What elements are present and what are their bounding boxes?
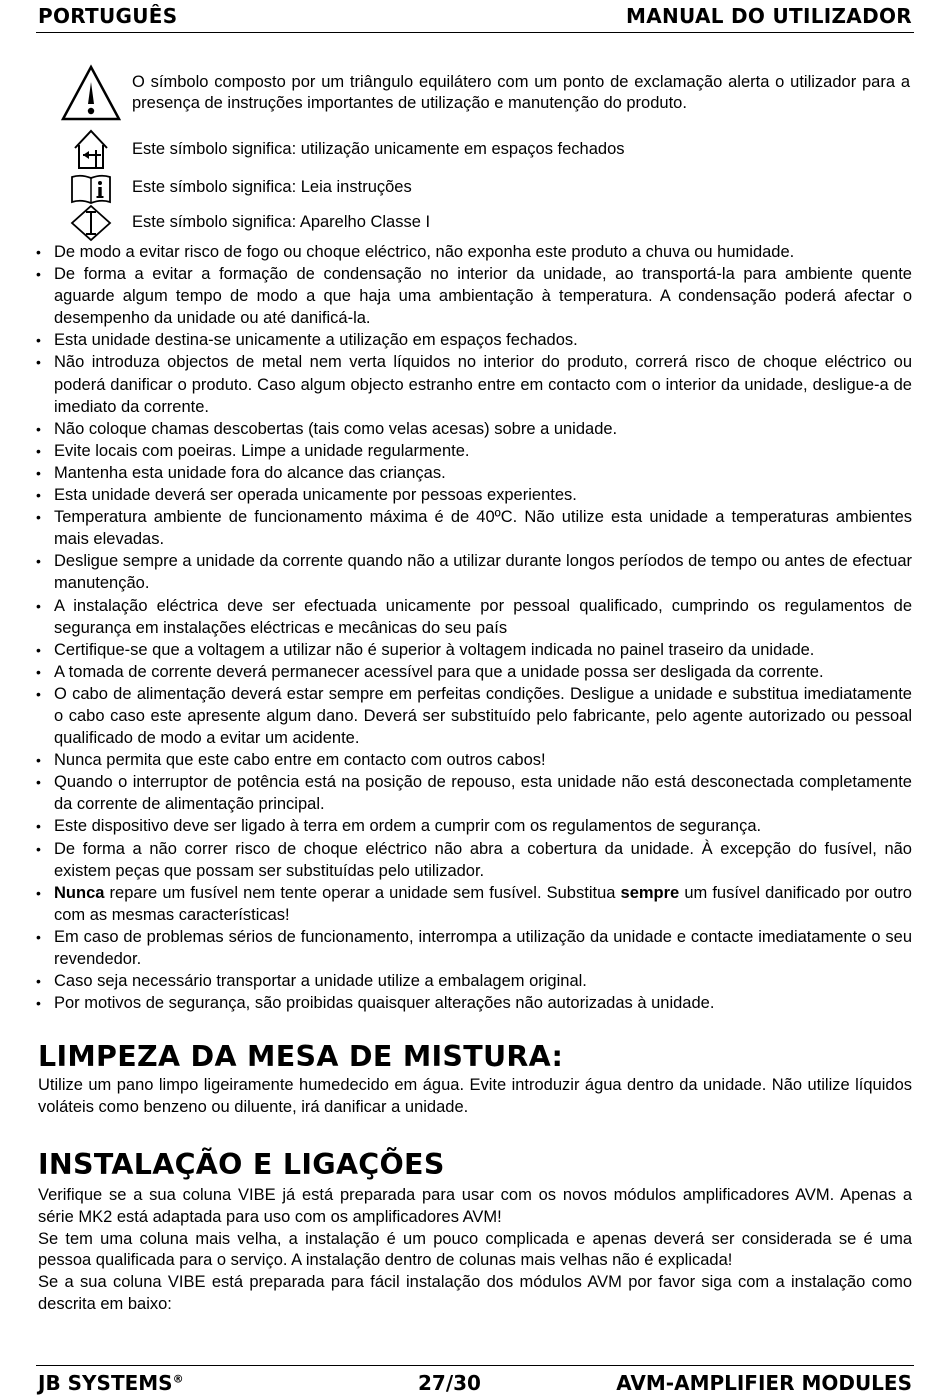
list-item: • A instalação eléctrica deve ser efectuada unicamente por pessoal qualificado, cumprindo os regulamentos de segurança em instalações eléctricas e mecânicas do seu país: [36, 595, 912, 639]
list-item: • Não introduza objectos de metal nem verta líquidos no interior do produto, correrá risco de choque eléctrico ou poderá danificar o produto. Caso algum objecto estranho entre em contacto com o interior da unidade, desligue-a de imediato da corrente.: [36, 351, 912, 417]
footer-brand-name: JB SYSTEMS: [38, 1371, 173, 1395]
list-item: • Nunca permita que este cabo entre em contacto com outros cabos!: [36, 749, 912, 771]
cleaning-heading: LIMPEZA DA MESA DE MISTURA:: [38, 1040, 564, 1073]
symbol-row-indoor: [50, 128, 910, 172]
fuse-bold-never: Nunca: [54, 883, 105, 902]
footer-brand: [38, 1371, 184, 1395]
installation-paragraph: Se a sua coluna VIBE está preparada para fácil instalação dos módulos AVM por favor siga com a instalação como descrita em baixo:: [38, 1273, 912, 1313]
list-item: • De forma a evitar a formação de condensação no interior da unidade, ao transportá-la para ambiente quente aguarde algum tempo de modo a que haja uma ambientação à temperatura. A condensação poderá afectar o desempenho da unidade ou até danificá-la.: [36, 263, 912, 329]
list-item: • O cabo de alimentação deverá estar sempre em perfeitas condições. Desligue a unidade e substitua imediatamente o cabo caso este apresente algum dano. Deverá ser substituído pelo fabricante, pelo agente autorizado ou pessoal qualificado de modo a evitar um acidente.: [36, 683, 912, 749]
list-item: • Não coloque chamas descobertas (tais como velas acesas) sobre a unidade.: [36, 418, 912, 440]
fuse-text-2: um fusível danificado por outro com as mesmas características!: [54, 883, 912, 924]
read-instructions-book-icon: [69, 173, 113, 205]
registered-mark: ®: [172, 1372, 184, 1386]
class-i-appliance-icon: [70, 204, 112, 242]
installation-paragraphs: [38, 1185, 912, 1316]
cleaning-paragraph: [38, 1075, 912, 1119]
list-item: • Por motivos de segurança, são proibidas quaisquer alterações não autorizadas à unidade.: [36, 992, 912, 1014]
indoor-use-house-icon: [71, 128, 111, 172]
cleaning-text: Utilize um pano limpo ligeiramente humedecido em água. Evite introduzir água dentro da unidade. Não utilize líquidos voláteis como benzeno ou diluente, irá danificar a unidade.: [38, 1076, 912, 1116]
fuse-bold-always: sempre: [620, 883, 680, 902]
fuse-text-1: repare um fusível nem tente operar a unidade sem fusível. Substitua: [104, 883, 621, 902]
symbol-row-class-i: [50, 204, 910, 242]
installation-paragraph: Verifique se a sua coluna VIBE já está preparada para usar com os novos módulos amplificadores AVM. Apenas a série MK2 está adaptada para uso com os amplificadores AVM!: [38, 1186, 912, 1226]
list-item: • Esta unidade deverá ser operada unicamente por pessoas experientes.: [36, 484, 912, 506]
symbol-text-warning: O símbolo composto por um triângulo equilátero com um ponto de exclamação alerta o utilizador para a presença de instruções importantes de utilização e manutenção do produto.: [132, 73, 910, 112]
header-rule: [36, 32, 914, 33]
page-footer: [38, 1371, 912, 1397]
list-item: • Em caso de problemas sérios de funcionamento, interrompa a utilização da unidade e contacte imediatamente o seu revendedor.: [36, 926, 912, 970]
list-item: • A tomada de corrente deverá permanecer acessível para que a unidade possa ser desligada da corrente.: [36, 661, 912, 683]
list-item: • Este dispositivo deve ser ligado à terra em ordem a cumprir com os regulamentos de segurança.: [36, 815, 912, 837]
list-item: • Evite locais com poeiras. Limpe a unidade regularmente.: [36, 440, 912, 462]
symbol-text-read: Este símbolo significa: Leia instruções: [132, 178, 412, 196]
symbol-text-indoor: Este símbolo significa: utilização unicamente em espaços fechados: [132, 140, 625, 158]
symbol-row-warning: [50, 64, 910, 122]
list-item: • Mantenha esta unidade fora do alcance das crianças.: [36, 462, 912, 484]
list-item: • De modo a evitar risco de fogo ou choque eléctrico, não exponha este produto a chuva ou humidade.: [36, 241, 912, 263]
header-manual-title: MANUAL DO UTILIZADOR: [626, 4, 912, 28]
footer-rule: [36, 1365, 914, 1366]
list-item: • Quando o interruptor de potência está na posição de repouso, esta unidade não está desconectada completamente da corrente de alimentação principal.: [36, 771, 912, 815]
warning-triangle-icon: [60, 64, 122, 122]
header-language: PORTUGUÊS: [38, 4, 178, 28]
list-item: • De forma a não correr risco de choque eléctrico não abra a cobertura da unidade. À excepção do fusível, não existem peças que possam ser substituídas pelo utilizador.: [36, 838, 912, 882]
installation-paragraph: Se tem uma coluna mais velha, a instalação é um pouco complicada e apenas deverá ser considerada se é uma pessoa qualificada para o serviço. A instalação dentro de colunas mais velhas não é explicada!: [38, 1229, 912, 1270]
footer-product-name: AVM-AMPLIFIER MODULES: [616, 1371, 912, 1395]
safety-instructions-list: [36, 241, 912, 1014]
list-item: • Temperatura ambiente de funcionamento máxima é de 40ºC. Não utilize esta unidade a temperaturas ambientes mais elevadas.: [36, 506, 912, 550]
list-item-fuse-warning: [36, 882, 912, 926]
list-item: • Certifique-se que a voltagem a utilizar não é superior à voltagem indicada no painel traseiro da unidade.: [36, 639, 912, 661]
list-item: • Esta unidade destina-se unicamente a utilização em espaços fechados.: [36, 329, 912, 351]
list-item: • Caso seja necessário transportar a unidade utilize a embalagem original.: [36, 970, 912, 992]
installation-heading: INSTALAÇÃO E LIGAÇÕES: [38, 1148, 445, 1181]
footer-page-number: 27/30: [418, 1371, 481, 1395]
symbol-text-class-i: Este símbolo significa: Aparelho Classe I: [132, 213, 431, 231]
page-header: [38, 4, 912, 30]
list-item: • Desligue sempre a unidade da corrente quando não a utilizar durante longos períodos de tempo ou antes de efectuar manutenção.: [36, 550, 912, 594]
symbol-row-read: [50, 173, 910, 205]
